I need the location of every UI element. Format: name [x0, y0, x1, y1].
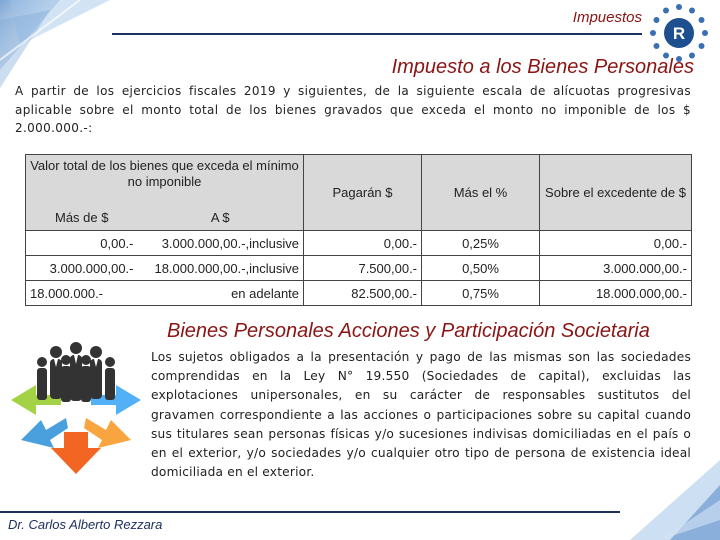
cell-a: en adelante	[138, 281, 304, 306]
intro-paragraph: A partir de los ejercicios fiscales 2019 y siguientes, de la siguiente escala de alícuotas progresivas aplicable sobre el monto total de los bienes gravados que exceda el monto no imponible de los $ 2.000.000.-:	[15, 84, 691, 135]
table-row	[26, 256, 692, 281]
header-divider	[112, 33, 642, 35]
logo-letter: R	[672, 24, 686, 43]
table-row	[26, 231, 692, 256]
rezzara-logo	[648, 2, 710, 64]
cell-sobre: 0,00.-	[540, 231, 692, 256]
cell-a: 18.000.000,00.-,inclusive	[138, 256, 304, 281]
header-pagaran: Pagarán $	[304, 155, 422, 231]
cell-mas-de: 3.000.000,00.-	[26, 256, 138, 281]
section-body-paragraph: Los sujetos obligados a la presentación y pago de las mismas son las sociedades comprendidas en la Ley N° 19.550 (Sociedades de capital), excluidas las explotaciones unipersonales, en su carácter de responsables sustitutos del gravamen correspondiente a las acciones o participaciones sobre su capital cuando sus titulares sean personas físicas y/o sucesiones indivisas domiciliadas en el país o en el exterior, y/o sociedades y/o cualquier otro tipo de persona de existencia ideal domiciliada en el exterior.	[151, 350, 691, 480]
header-valor-total: Valor total de los bienes que exceda el mínimo no imponible	[26, 155, 304, 205]
cell-mas-de: 0,00.-	[26, 231, 138, 256]
table-row	[26, 281, 692, 306]
page-title: Impuesto a los Bienes Personales	[391, 56, 694, 78]
cell-pagaran: 0,00.-	[304, 231, 422, 256]
corner-decoration-top-left	[0, 0, 130, 90]
cell-pagaran: 82.500,00.-	[304, 281, 422, 306]
cell-sobre: 3.000.000,00.-	[540, 256, 692, 281]
section-title: Bienes Personales Acciones y Participación Societaria	[167, 320, 650, 342]
cell-sobre: 18.000.000,00.-	[540, 281, 692, 306]
header-mas-el-pct: Más el %	[422, 155, 540, 231]
footer-divider	[0, 511, 620, 513]
cell-pct: 0,75%	[422, 281, 540, 306]
cell-pct: 0,50%	[422, 256, 540, 281]
footer-author: Dr. Carlos Alberto Rezzara	[8, 517, 163, 532]
header-a: A $	[138, 204, 304, 231]
header-title: Impuestos	[572, 9, 642, 26]
header-sobre-excedente: Sobre el excedente de $	[540, 155, 692, 231]
header-mas-de: Más de $	[26, 204, 138, 231]
cell-mas-de: 18.000.000.-	[26, 281, 138, 306]
tax-scale-table	[25, 154, 691, 306]
cell-a: 3.000.000,00.-,inclusive	[138, 231, 304, 256]
business-people-illustration	[6, 340, 146, 475]
cell-pagaran: 7.500,00.-	[304, 256, 422, 281]
cell-pct: 0,25%	[422, 231, 540, 256]
